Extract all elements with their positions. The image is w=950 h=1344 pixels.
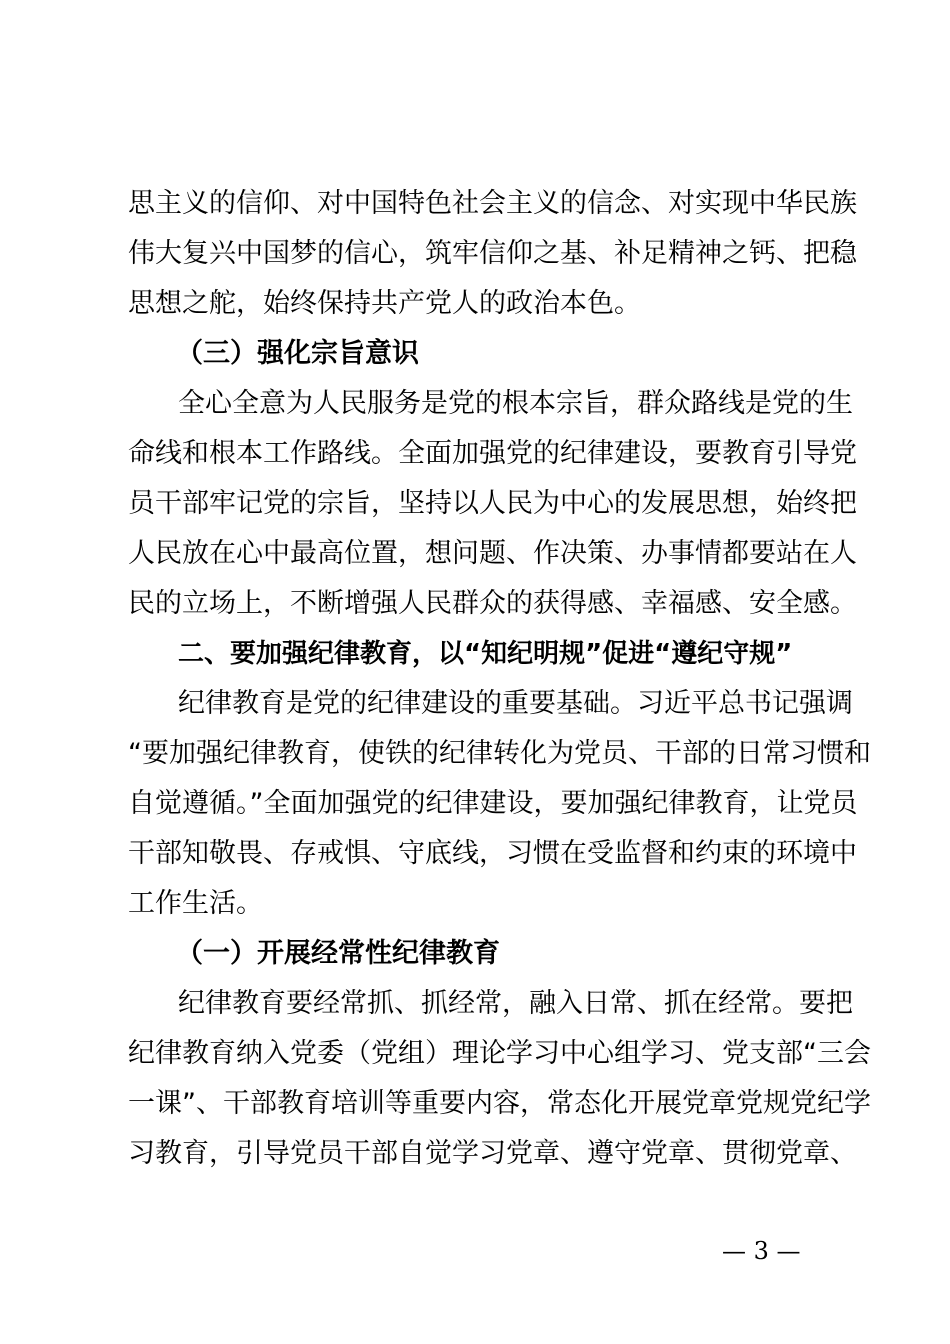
paragraph-line: 工作生活。 <box>128 888 263 919</box>
paragraph-line: 思想之舵，始终保持共产党人的政治本色。 <box>128 288 641 319</box>
paragraph-line: 干部知敬畏、存戒惧、守底线，习惯在受监督和约束的环境中 <box>128 838 857 869</box>
paragraph-line: 人民放在心中最高位置，想问题、作决策、办事情都要站在人 <box>128 538 857 569</box>
page-number: — 3 — <box>722 1237 801 1265</box>
paragraph-line: 全心全意为人民服务是党的根本宗旨，群众路线是党的生 <box>178 388 853 419</box>
paragraph-line: 自觉遵循。”全面加强党的纪律建设，要加强纪律教育，让党员 <box>128 788 858 819</box>
paragraph-line: 纪律教育要经常抓、抓经常，融入日常、抓在经常。要把 <box>178 988 853 1019</box>
paragraph-line: 纪律教育是党的纪律建设的重要基础。习近平总书记强调 <box>178 688 853 719</box>
paragraph-line: 思主义的信仰、对中国特色社会主义的信念、对实现中华民族 <box>128 188 857 219</box>
paragraph-line: 命线和根本工作路线。全面加强党的纪律建设，要教育引导党 <box>128 438 857 469</box>
subsection-heading-1: （一）开展经常性纪律教育 <box>176 938 500 969</box>
paragraph-line: 伟大复兴中国梦的信心，筑牢信仰之基、补足精神之钙、把稳 <box>128 238 857 269</box>
paragraph-line: 纪律教育纳入党委（党组）理论学习中心组学习、党支部“三会 <box>128 1038 871 1069</box>
paragraph-line: 一课”、干部教育培训等重要内容，常态化开展党章党规党纪学 <box>128 1088 871 1119</box>
paragraph-line: “要加强纪律教育，使铁的纪律转化为党员、干部的日常习惯和 <box>128 738 871 769</box>
paragraph-line: 员干部牢记党的宗旨，坚持以人民为中心的发展思想，始终把 <box>128 488 857 519</box>
subsection-heading-3: （三）强化宗旨意识 <box>176 338 419 369</box>
paragraph-line: 民的立场上，不断增强人民群众的获得感、幸福感、安全感。 <box>128 588 857 619</box>
section-heading-2: 二、要加强纪律教育，以“知纪明规”促进“遵纪守规” <box>178 639 793 669</box>
paragraph-line: 习教育，引导党员干部自觉学习党章、遵守党章、贯彻党章、 <box>128 1138 857 1169</box>
